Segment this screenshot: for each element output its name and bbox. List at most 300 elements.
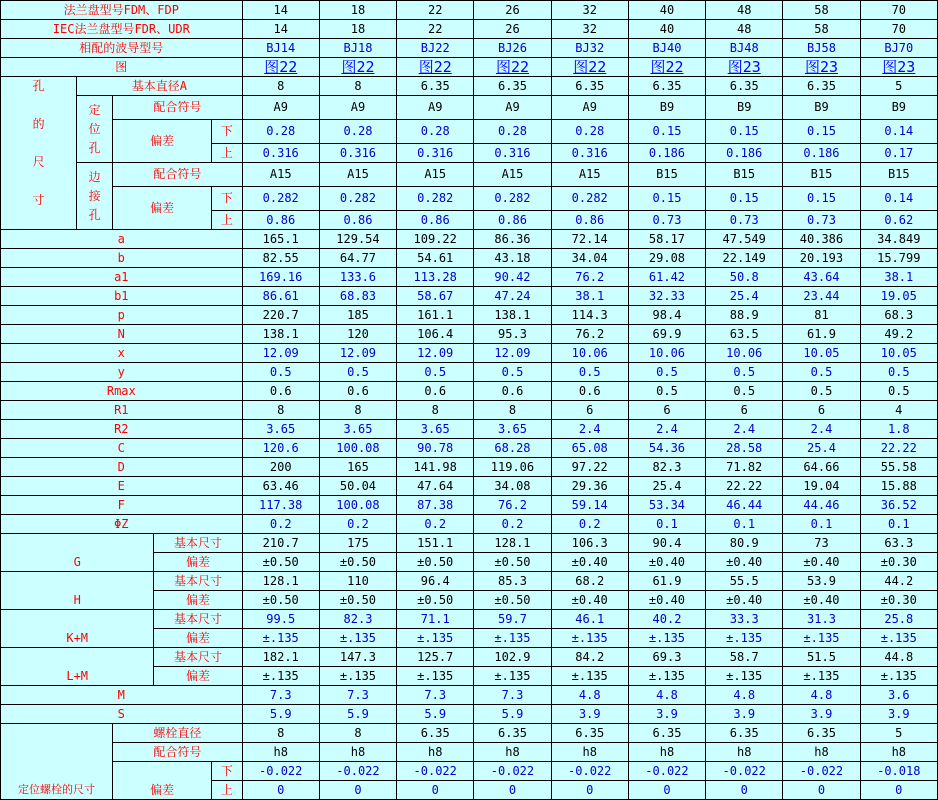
- value-cell: B9: [860, 96, 937, 120]
- value-cell: 117.38: [242, 496, 319, 515]
- dim-row: [1, 439, 938, 458]
- value-cell: 0.1: [860, 515, 937, 534]
- value-cell: 86.61: [242, 287, 319, 306]
- value-cell: 0.2: [551, 515, 628, 534]
- value-cell: 58.7: [706, 648, 783, 667]
- value-cell: ±.135: [551, 667, 628, 686]
- value-cell: BJ26: [474, 39, 551, 58]
- value-cell: 5: [860, 77, 937, 96]
- value-cell: 8: [242, 401, 319, 420]
- value-cell: 6: [551, 401, 628, 420]
- tolerance-base-row: [1, 534, 938, 553]
- value-cell: A15: [319, 163, 396, 187]
- value-cell: 0.282: [319, 186, 396, 211]
- value-cell: 10.06: [551, 344, 628, 363]
- value-cell: 10.05: [860, 344, 937, 363]
- value-cell: 0.5: [397, 363, 474, 382]
- extra-row: [1, 705, 938, 724]
- value-cell: 34.04: [551, 249, 628, 268]
- value-cell: ±.135: [551, 629, 628, 648]
- value-cell: 61.9: [783, 325, 860, 344]
- value-cell: 90.42: [474, 268, 551, 287]
- value-cell: 0.316: [474, 144, 551, 163]
- value-cell: 0.5: [706, 363, 783, 382]
- value-cell: 125.7: [397, 648, 474, 667]
- value-cell: 0.28: [551, 119, 628, 144]
- value-cell: B9: [706, 96, 783, 120]
- value-cell: 40.2: [628, 610, 705, 629]
- value-cell: 6.35: [706, 724, 783, 743]
- value-cell: 0.86: [551, 211, 628, 230]
- value-cell: 71.82: [706, 458, 783, 477]
- value-cell: ±0.50: [474, 553, 551, 572]
- value-cell: 15.799: [860, 249, 937, 268]
- value-cell: ±0.40: [628, 553, 705, 572]
- value-cell: 3.6: [860, 686, 937, 705]
- value-cell: ±0.50: [242, 591, 319, 610]
- value-cell: 63.5: [706, 325, 783, 344]
- value-cell: 0: [860, 781, 937, 800]
- dim-row: [1, 363, 938, 382]
- value-cell: 0.2: [242, 515, 319, 534]
- value-cell[interactable]: 图22: [628, 58, 705, 77]
- value-cell: ±0.50: [319, 553, 396, 572]
- value-cell: A15: [474, 163, 551, 187]
- value-cell: 133.6: [319, 268, 396, 287]
- value-cell: 90.4: [628, 534, 705, 553]
- value-cell: 8: [319, 401, 396, 420]
- deviation-label: 偏差: [154, 553, 242, 572]
- value-cell: 3.9: [551, 705, 628, 724]
- edge-fit-row: [1, 163, 938, 187]
- value-cell: 7.3: [319, 686, 396, 705]
- value-cell: 63.3: [860, 534, 937, 553]
- value-cell: 6.35: [397, 77, 474, 96]
- dim-label: R2: [1, 420, 243, 439]
- value-cell: 3.65: [397, 420, 474, 439]
- value-cell: A9: [474, 96, 551, 120]
- value-cell: 90.78: [397, 439, 474, 458]
- value-cell: 0.5: [628, 363, 705, 382]
- value-cell: 12.09: [397, 344, 474, 363]
- value-cell: 96.4: [397, 572, 474, 591]
- value-cell: 6.35: [551, 77, 628, 96]
- value-cell: B9: [783, 96, 860, 120]
- value-cell: 6.35: [474, 77, 551, 96]
- value-cell: 71.1: [397, 610, 474, 629]
- value-cell: h8: [551, 743, 628, 762]
- value-cell: 110: [319, 572, 396, 591]
- value-cell: 69.3: [628, 648, 705, 667]
- value-cell: 141.98: [397, 458, 474, 477]
- value-cell: 8: [242, 724, 319, 743]
- value-cell: h8: [628, 743, 705, 762]
- value-cell: 0.15: [783, 186, 860, 211]
- value-cell: ±.135: [397, 667, 474, 686]
- value-cell: 70: [860, 20, 937, 39]
- lower-label: 下: [212, 119, 243, 144]
- value-cell: A9: [319, 96, 396, 120]
- hole-base-row: [1, 77, 938, 96]
- value-cell: 0.14: [860, 186, 937, 211]
- value-cell: 0.282: [474, 186, 551, 211]
- value-cell: 22: [397, 1, 474, 20]
- value-cell: 0.1: [706, 515, 783, 534]
- header-row: [1, 39, 938, 58]
- dim-row: [1, 344, 938, 363]
- value-cell: 100.08: [319, 439, 396, 458]
- value-cell[interactable]: 图23: [783, 58, 860, 77]
- value-cell: 151.1: [397, 534, 474, 553]
- value-cell: 85.3: [474, 572, 551, 591]
- value-cell: -0.022: [242, 762, 319, 781]
- value-cell: 0.2: [397, 515, 474, 534]
- value-cell: 22.149: [706, 249, 783, 268]
- header-row: [1, 1, 938, 20]
- value-cell: 28.58: [706, 439, 783, 458]
- value-cell: 95.3: [474, 325, 551, 344]
- figure-row: [1, 58, 938, 77]
- value-cell: 3.65: [319, 420, 396, 439]
- value-cell: 4.8: [628, 686, 705, 705]
- dim-row: [1, 382, 938, 401]
- value-cell: 0.14: [860, 119, 937, 144]
- value-cell: 32: [551, 20, 628, 39]
- value-cell: 5.9: [319, 705, 396, 724]
- hole-group-label: [1, 77, 77, 230]
- value-cell: 38.1: [551, 287, 628, 306]
- value-cell: 25.4: [628, 477, 705, 496]
- value-cell: -0.022: [628, 762, 705, 781]
- dim-label: D: [1, 458, 243, 477]
- value-cell: 0: [551, 781, 628, 800]
- value-cell: 12.09: [319, 344, 396, 363]
- value-cell[interactable]: 图22: [319, 58, 396, 77]
- value-cell: 0.5: [783, 363, 860, 382]
- dim-row: [1, 249, 938, 268]
- value-cell: ±.135: [783, 629, 860, 648]
- value-cell: 26: [474, 1, 551, 20]
- value-cell: 20.193: [783, 249, 860, 268]
- value-cell: 175: [319, 534, 396, 553]
- value-cell: 6: [706, 401, 783, 420]
- value-cell: ±.135: [319, 667, 396, 686]
- value-cell: 0: [474, 781, 551, 800]
- hole-base-label: 基本直径A: [77, 77, 242, 96]
- deviation-label: 偏差: [154, 667, 242, 686]
- dim-label: F: [1, 496, 243, 515]
- value-cell: 18: [319, 1, 396, 20]
- value-cell: A15: [397, 163, 474, 187]
- value-cell: 55.58: [860, 458, 937, 477]
- value-cell: 165.1: [242, 230, 319, 249]
- tolerance-group-label: L+M: [1, 648, 154, 686]
- value-cell: 0.15: [706, 119, 783, 144]
- value-cell: 14: [242, 1, 319, 20]
- value-cell: ±0.50: [397, 591, 474, 610]
- bolt-lower-row: [1, 762, 938, 781]
- value-cell: 64.77: [319, 249, 396, 268]
- dim-row: [1, 477, 938, 496]
- value-cell: -0.022: [474, 762, 551, 781]
- value-cell: 119.06: [474, 458, 551, 477]
- value-cell: ±0.30: [860, 591, 937, 610]
- value-cell: 23.44: [783, 287, 860, 306]
- value-cell: 68.3: [860, 306, 937, 325]
- value-cell: 128.1: [474, 534, 551, 553]
- hole-group-char: 孔: [32, 79, 45, 93]
- value-cell: ±.135: [783, 667, 860, 686]
- value-cell: 0.2: [319, 515, 396, 534]
- value-cell: 165: [319, 458, 396, 477]
- figure-label: 图: [1, 58, 243, 77]
- value-cell: 50.04: [319, 477, 396, 496]
- value-cell: ±0.50: [397, 553, 474, 572]
- value-cell: 0.186: [783, 144, 860, 163]
- value-cell: ±.135: [242, 667, 319, 686]
- hole-group-char: 寸: [32, 193, 45, 207]
- value-cell: 5.9: [397, 705, 474, 724]
- value-cell: 4.8: [706, 686, 783, 705]
- dim-row: [1, 496, 938, 515]
- value-cell: 26: [474, 20, 551, 39]
- lower-label: 下: [212, 762, 243, 781]
- value-cell: 0.6: [397, 382, 474, 401]
- value-cell: 76.2: [474, 496, 551, 515]
- value-cell: 0: [242, 781, 319, 800]
- value-cell: 59.7: [474, 610, 551, 629]
- value-cell: 61.9: [628, 572, 705, 591]
- value-cell: BJ40: [628, 39, 705, 58]
- dim-row: [1, 458, 938, 477]
- dim-row: [1, 401, 938, 420]
- bolt-dev-label: 偏差: [113, 762, 212, 800]
- value-cell: 3.9: [628, 705, 705, 724]
- deviation-label: 偏差: [154, 591, 242, 610]
- extra-row: [1, 686, 938, 705]
- tolerance-base-row: [1, 648, 938, 667]
- dim-label: y: [1, 363, 243, 382]
- value-cell: 50.8: [706, 268, 783, 287]
- upper-label: 上: [212, 781, 243, 800]
- value-cell: 0.186: [628, 144, 705, 163]
- value-cell: 31.3: [783, 610, 860, 629]
- base-size-label: 基本尺寸: [154, 572, 242, 591]
- value-cell: 32: [551, 1, 628, 20]
- value-cell: 76.2: [551, 268, 628, 287]
- value-cell[interactable]: 图23: [706, 58, 783, 77]
- edge-hole-label: [77, 163, 113, 230]
- value-cell: 44.46: [783, 496, 860, 515]
- value-cell: 3.65: [242, 420, 319, 439]
- header-label: 法兰盘型号FDM、FDP: [1, 1, 243, 20]
- value-cell: 3.9: [706, 705, 783, 724]
- value-cell: 0: [319, 781, 396, 800]
- value-cell: 138.1: [474, 306, 551, 325]
- value-cell: 0.5: [474, 363, 551, 382]
- dim-label: x: [1, 344, 243, 363]
- value-cell: 0.5: [783, 382, 860, 401]
- value-cell: B15: [628, 163, 705, 187]
- value-cell: 129.54: [319, 230, 396, 249]
- value-cell: 22.22: [706, 477, 783, 496]
- value-cell: 0.282: [551, 186, 628, 211]
- value-cell: 29.08: [628, 249, 705, 268]
- value-cell: 43.18: [474, 249, 551, 268]
- value-cell: 0.282: [397, 186, 474, 211]
- value-cell: 114.3: [551, 306, 628, 325]
- value-cell: ±0.40: [628, 591, 705, 610]
- value-cell: 82.3: [319, 610, 396, 629]
- edge-hole-char: 接: [88, 188, 101, 203]
- value-cell: 82.55: [242, 249, 319, 268]
- value-cell: 0.28: [474, 119, 551, 144]
- value-cell: 48: [706, 1, 783, 20]
- value-cell[interactable]: 图22: [242, 58, 319, 77]
- value-cell: BJ48: [706, 39, 783, 58]
- bolt-dia-label: 螺栓直径: [113, 724, 243, 743]
- value-cell: 38.1: [860, 268, 937, 287]
- value-cell: 82.3: [628, 458, 705, 477]
- value-cell: 0.73: [706, 211, 783, 230]
- value-cell: 106.4: [397, 325, 474, 344]
- dim-label: a1: [1, 268, 243, 287]
- value-cell: 73: [783, 534, 860, 553]
- value-cell: 161.1: [397, 306, 474, 325]
- tolerance-base-row: [1, 610, 938, 629]
- value-cell: ±0.40: [551, 591, 628, 610]
- value-cell: A15: [242, 163, 319, 187]
- value-cell: 4.8: [551, 686, 628, 705]
- value-cell: 8: [319, 724, 396, 743]
- value-cell: B15: [706, 163, 783, 187]
- base-size-label: 基本尺寸: [154, 610, 242, 629]
- value-cell: 0.6: [474, 382, 551, 401]
- value-cell: 185: [319, 306, 396, 325]
- dim-row: [1, 230, 938, 249]
- value-cell: 72.14: [551, 230, 628, 249]
- value-cell: 0.5: [319, 363, 396, 382]
- value-cell: ±0.40: [706, 591, 783, 610]
- value-cell: ±0.50: [319, 591, 396, 610]
- value-cell: BJ22: [397, 39, 474, 58]
- value-cell: -0.022: [783, 762, 860, 781]
- value-cell: 68.2: [551, 572, 628, 591]
- value-cell: B9: [628, 96, 705, 120]
- value-cell: 0.86: [319, 211, 396, 230]
- value-cell: ±.135: [397, 629, 474, 648]
- lower-label: 下: [212, 186, 243, 211]
- value-cell: 58.17: [628, 230, 705, 249]
- value-cell: 6.35: [628, 77, 705, 96]
- value-cell: 25.8: [860, 610, 937, 629]
- value-cell: 128.1: [242, 572, 319, 591]
- value-cell: 12.09: [242, 344, 319, 363]
- value-cell[interactable]: 图22: [551, 58, 628, 77]
- value-cell: 5: [860, 724, 937, 743]
- value-cell: 10.05: [783, 344, 860, 363]
- value-cell: 0: [706, 781, 783, 800]
- dim-label: a: [1, 230, 243, 249]
- value-cell: 106.3: [551, 534, 628, 553]
- value-cell: h8: [860, 743, 937, 762]
- pos-lower-row: [1, 119, 938, 144]
- dim-label: C: [1, 439, 243, 458]
- value-cell: 99.5: [242, 610, 319, 629]
- value-cell: 51.5: [783, 648, 860, 667]
- edge-hole-char: 边: [88, 169, 101, 184]
- value-cell: 0.5: [706, 382, 783, 401]
- value-cell: 25.4: [783, 439, 860, 458]
- value-cell: 33.3: [706, 610, 783, 629]
- value-cell: 68.28: [474, 439, 551, 458]
- value-cell: 48: [706, 20, 783, 39]
- value-cell: 0: [783, 781, 860, 800]
- value-cell: 109.22: [397, 230, 474, 249]
- value-cell: 0.316: [242, 144, 319, 163]
- value-cell: 2.4: [706, 420, 783, 439]
- value-cell: 58: [783, 20, 860, 39]
- value-cell: 1.8: [860, 420, 937, 439]
- tolerance-group-label: G: [1, 534, 154, 572]
- value-cell: ±0.40: [783, 591, 860, 610]
- hole-group-char: 的: [32, 117, 45, 131]
- value-cell: 0.15: [628, 186, 705, 211]
- dim-row: [1, 306, 938, 325]
- value-cell: ±0.50: [242, 553, 319, 572]
- value-cell: 6.35: [783, 724, 860, 743]
- pos-hole-char: 孔: [88, 140, 101, 155]
- value-cell: 19.04: [783, 477, 860, 496]
- value-cell: -0.022: [319, 762, 396, 781]
- value-cell: 47.549: [706, 230, 783, 249]
- value-cell: 81: [783, 306, 860, 325]
- value-cell: 15.88: [860, 477, 937, 496]
- value-cell: ±.135: [242, 629, 319, 648]
- edge-lower-row: [1, 186, 938, 211]
- value-cell: 3.65: [474, 420, 551, 439]
- value-cell: 220.7: [242, 306, 319, 325]
- value-cell: 8: [242, 77, 319, 96]
- value-cell: 0: [628, 781, 705, 800]
- value-cell: 12.09: [474, 344, 551, 363]
- value-cell: 2.4: [783, 420, 860, 439]
- value-cell[interactable]: 图22: [474, 58, 551, 77]
- value-cell: 97.22: [551, 458, 628, 477]
- value-cell: h8: [783, 743, 860, 762]
- value-cell: h8: [242, 743, 319, 762]
- value-cell: 5.9: [242, 705, 319, 724]
- value-cell: BJ18: [319, 39, 396, 58]
- value-cell: ±.135: [474, 629, 551, 648]
- value-cell: 0.1: [783, 515, 860, 534]
- dim-label: Rmax: [1, 382, 243, 401]
- value-cell: ±0.50: [474, 591, 551, 610]
- value-cell[interactable]: 图23: [860, 58, 937, 77]
- value-cell: 0.86: [242, 211, 319, 230]
- dim-label: R1: [1, 401, 243, 420]
- value-cell: 61.42: [628, 268, 705, 287]
- dim-row: [1, 287, 938, 306]
- value-cell: 4: [860, 401, 937, 420]
- edge-hole-char: 孔: [88, 207, 101, 222]
- value-cell: B15: [860, 163, 937, 187]
- value-cell: ±.135: [706, 629, 783, 648]
- value-cell[interactable]: 图22: [397, 58, 474, 77]
- dim-row: [1, 420, 938, 439]
- dev-label: 偏差: [113, 119, 212, 163]
- fit-label: 配合符号: [113, 163, 243, 187]
